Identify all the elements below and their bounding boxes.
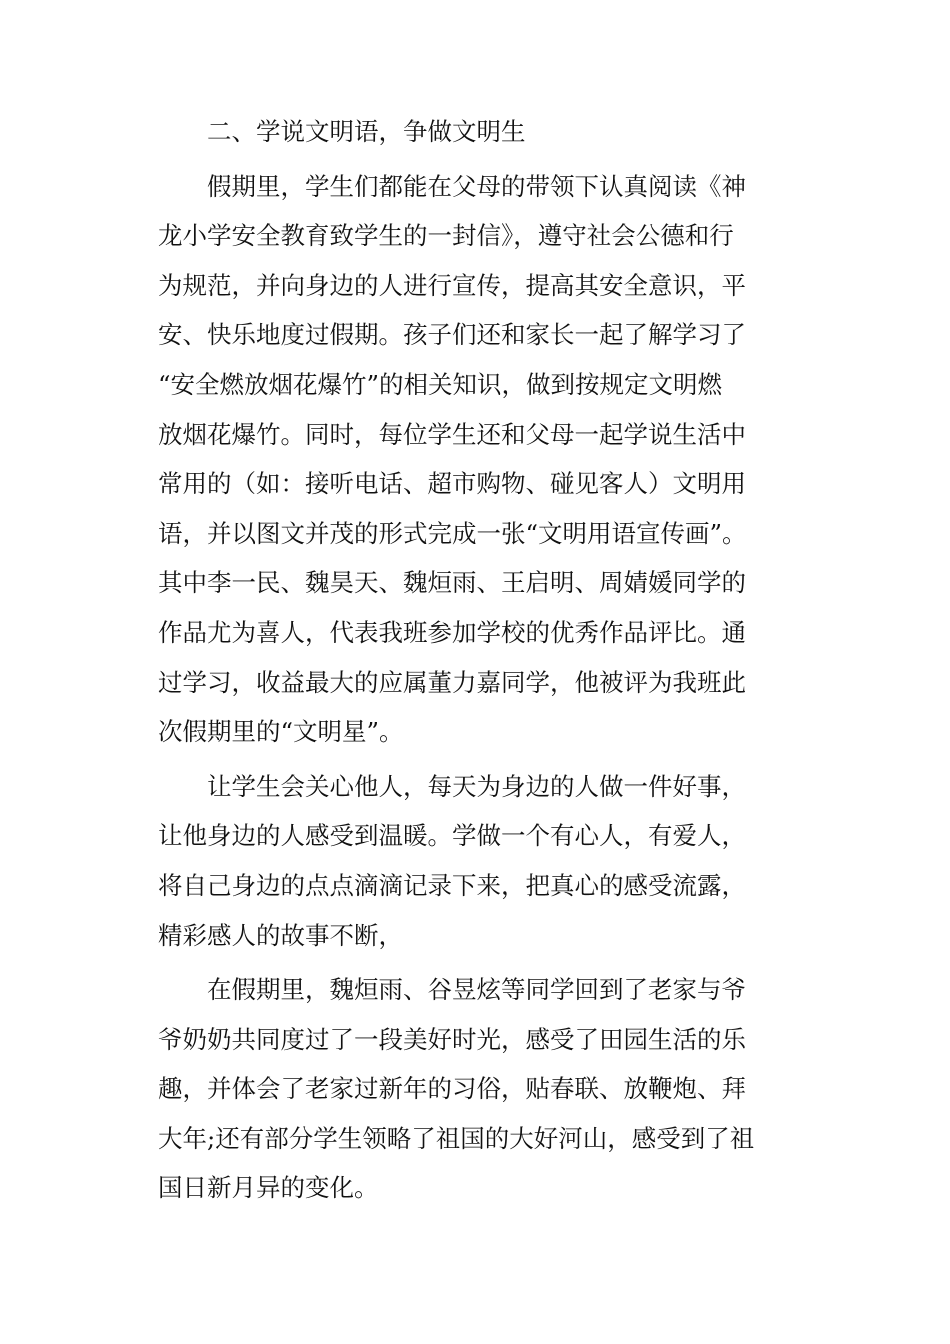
paragraph-line: 安、快乐地度过假期。孩子们还和家长一起了解学习了 — [158, 320, 746, 350]
paragraph-3 — [158, 965, 798, 1213]
section-heading: 二、学说文明语，争做文明生 — [207, 117, 526, 146]
paragraph-line: 国日新月异的变化。 — [158, 1173, 379, 1203]
paragraph-1 — [158, 162, 798, 757]
paragraph-line: 常用的（如：接听电话、超市购物、碰见客人）文明用 — [158, 469, 746, 499]
paragraph-line: 趣，并体会了老家过新年的习俗，贴春联、放鞭炮、拜 — [158, 1074, 746, 1104]
paragraph-line: 次假期里的“文明星”。 — [158, 717, 404, 747]
paragraph-line: 让学生会关心他人，每天为身边的人做一件好事， — [207, 771, 746, 801]
paragraph-line: 为规范，并向身边的人进行宣传，提高其安全意识，平 — [158, 270, 746, 300]
paragraph-line: 精彩感人的故事不断， — [158, 920, 403, 950]
document-body — [158, 107, 798, 1213]
paragraph-line: 语，并以图文并茂的形式完成一张“文明用语宣传画”。 — [158, 518, 747, 548]
paragraph-line: 爷奶奶共同度过了一段美好时光，感受了田园生活的乐 — [158, 1024, 746, 1054]
paragraph-line: 其中李一民、魏昊天、魏烜雨、王启明、周婧媛同学的 — [158, 568, 746, 598]
paragraph-line: “安全燃放烟花爆竹”的相关知识，做到按规定文明燃 — [158, 369, 723, 399]
paragraph-line: 龙小学安全教育致学生的一封信》，遵守社会公德和行 — [158, 221, 734, 251]
paragraph-line: 过学习，收益最大的应属董力嘉同学，他被评为我班此 — [158, 667, 746, 697]
paragraph-line: 在假期里，魏烜雨、谷昱炫等同学回到了老家与爷 — [207, 975, 746, 1005]
paragraph-line: 放烟花爆竹。同时，每位学生还和父母一起学说生活中 — [158, 419, 746, 449]
paragraph-2 — [158, 762, 798, 960]
paragraph-line: 大年;还有部分学生领略了祖国的大好河山，感受到了祖 — [158, 1123, 755, 1153]
paragraph-line: 作品尤为喜人，代表我班参加学校的优秀作品评比。通 — [158, 617, 746, 647]
paragraph-line: 让他身边的人感受到温暖。学做一个有心人，有爱人， — [158, 821, 746, 851]
paragraph-line: 将自己身边的点点滴滴记录下来，把真心的感受流露， — [158, 870, 746, 900]
paragraph-line: 假期里，学生们都能在父母的带领下认真阅读《神 — [207, 171, 746, 201]
